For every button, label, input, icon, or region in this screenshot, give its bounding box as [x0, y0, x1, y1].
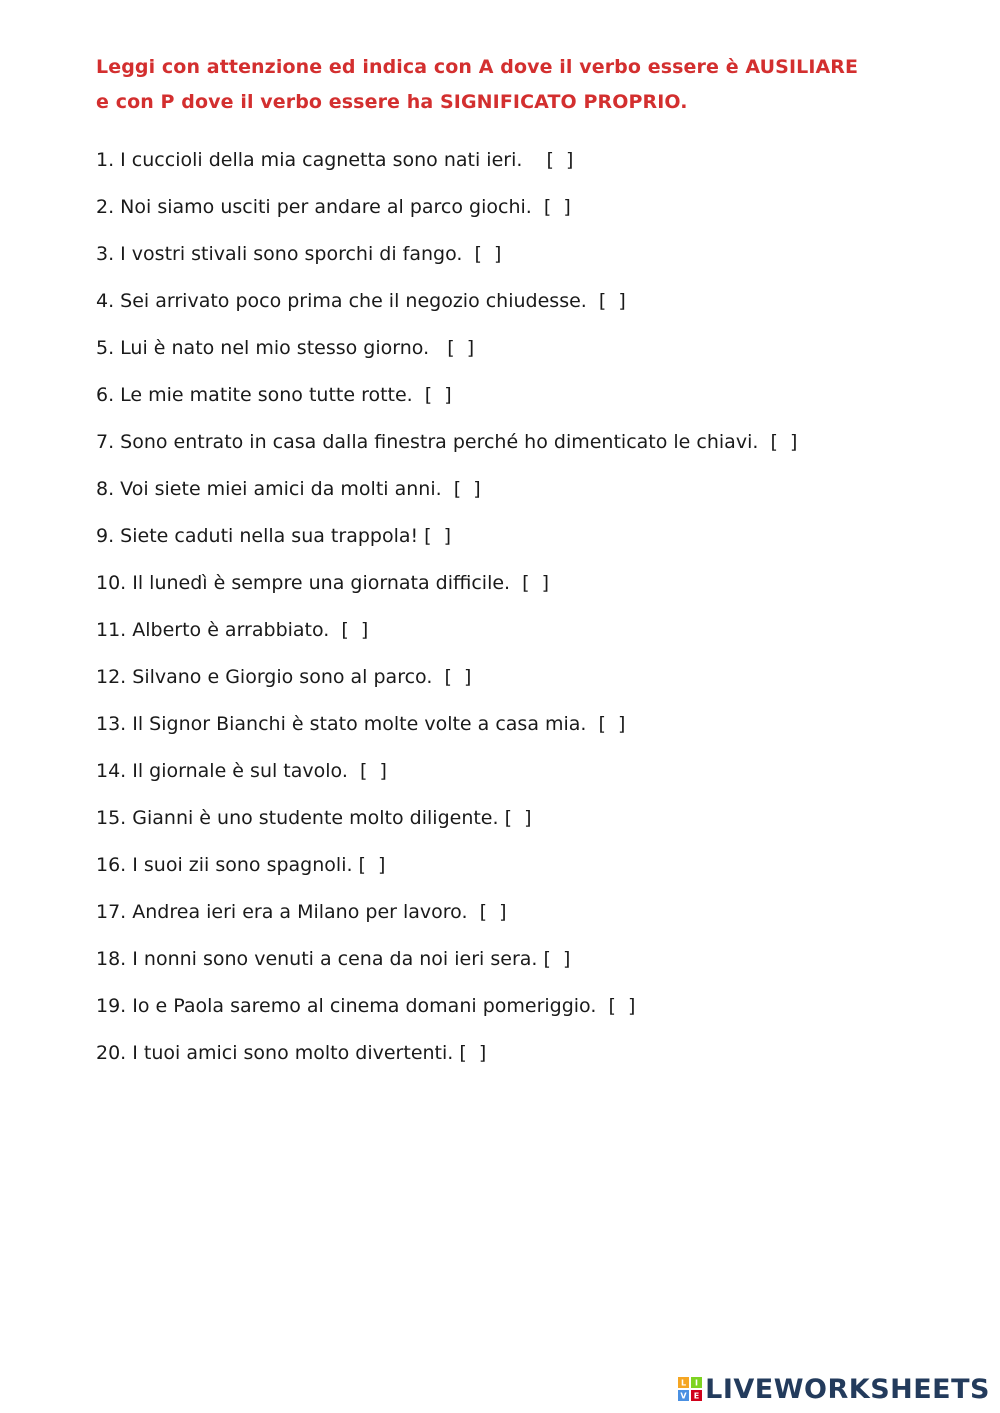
exercise-item-9: 9. Siete caduti nella sua trappola! [ ]: [96, 525, 452, 547]
exercise-item-8: 8. Voi siete miei amici da molti anni. [ ]: [96, 478, 481, 500]
exercise-item-19: 19. Io e Paola saremo al cinema domani pomeriggio. [ ]: [96, 995, 636, 1017]
logo-text: LIVEWORKSHEETS: [705, 1373, 990, 1405]
exercise-item-18: 18. I nonni sono venuti a cena da noi ieri sera. [ ]: [96, 948, 571, 970]
svg-text:I: I: [695, 1378, 699, 1388]
exercise-item-10: 10. Il lunedì è sempre una giornata difficile. [ ]: [96, 572, 550, 594]
exercise-item-11: 11. Alberto è arrabbiato. [ ]: [96, 619, 369, 641]
exercise-item-16: 16. I suoi zii sono spagnoli. [ ]: [96, 854, 386, 876]
liveworksheets-logo-icon: [678, 1377, 702, 1401]
svg-text:V: V: [680, 1391, 687, 1401]
liveworksheets-logo: [678, 1371, 990, 1407]
exercise-list: [96, 143, 976, 1083]
exercise-item-17: 17. Andrea ieri era a Milano per lavoro. [ ]: [96, 901, 507, 923]
exercise-item-1: 1. I cuccioli della mia cagnetta sono nati ieri. [ ]: [96, 149, 574, 171]
exercise-item-3: 3. I vostri stivali sono sporchi di fango. [ ]: [96, 243, 502, 265]
instructions-line-2: e con P dove il verbo essere ha SIGNIFICATO PROPRIO.: [96, 91, 688, 113]
exercise-item-14: 14. Il giornale è sul tavolo. [ ]: [96, 760, 387, 782]
exercise-item-7: 7. Sono entrato in casa dalla finestra perché ho dimenticato le chiavi. [ ]: [96, 431, 798, 453]
exercise-item-4: 4. Sei arrivato poco prima che il negozio chiudesse. [ ]: [96, 290, 626, 312]
exercise-item-15: 15. Gianni è uno studente molto diligente. [ ]: [96, 807, 532, 829]
exercise-item-13: 13. Il Signor Bianchi è stato molte volte a casa mia. [ ]: [96, 713, 626, 735]
instructions-line-1: Leggi con attenzione ed indica con A dove il verbo essere è AUSILIARE: [96, 56, 859, 78]
instructions-heading: [96, 50, 976, 120]
exercise-item-12: 12. Silvano e Giorgio sono al parco. [ ]: [96, 666, 472, 688]
exercise-item-20: 20. I tuoi amici sono molto divertenti. [ ]: [96, 1042, 487, 1064]
svg-text:L: L: [681, 1378, 687, 1388]
exercise-item-2: 2. Noi siamo usciti per andare al parco giochi. [ ]: [96, 196, 571, 218]
svg-text:E: E: [693, 1391, 700, 1401]
exercise-item-6: 6. Le mie matite sono tutte rotte. [ ]: [96, 384, 452, 406]
exercise-item-5: 5. Lui è nato nel mio stesso giorno. [ ]: [96, 337, 475, 359]
